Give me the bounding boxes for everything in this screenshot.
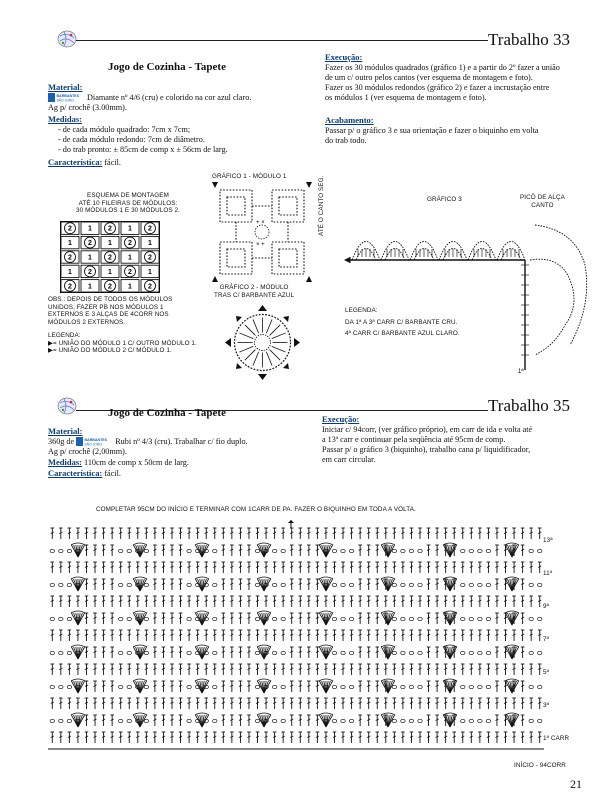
chart-top-note: COMPLETAR 95CM DO INÍCIO E TERMINAR COM 1CARR DE PA. FAZER O BIQUINHO EM TODA A VOLTA.	[96, 506, 416, 513]
scheme-number: 2	[128, 268, 132, 276]
scheme-number: 2	[68, 283, 72, 291]
scheme-number: 2	[108, 254, 112, 262]
material-label: Material:	[48, 82, 83, 92]
legenda-label: LEGENDA:	[48, 332, 81, 339]
ate-o-canto-label: ATÉ O CANTO SEG.	[318, 175, 325, 236]
yarn-ball-icon	[56, 397, 78, 415]
grafico1-square-module	[212, 182, 312, 282]
material-text: Rubi nº 4/3 (cru). Trabalhar c/ fio duplo.	[115, 437, 248, 446]
row-label: 5ª	[543, 669, 550, 676]
legenda-line: = UNIÃO DO MÓDULO 1 C/ OUTRO MÓDULO 1.	[52, 339, 197, 347]
esquema-title-1: ESQUEMA DE MONTAGEM	[87, 192, 169, 199]
assembly-scheme-grid	[60, 221, 160, 293]
scheme-cell	[141, 251, 159, 263]
scheme-cell	[81, 222, 99, 234]
esquema-title	[48, 192, 208, 215]
scheme-number: 1	[128, 225, 132, 233]
medidas-value: 110cm de comp x 50cm de larg.	[84, 458, 189, 468]
scheme-number: 2	[108, 225, 112, 233]
svg-text:SÃO JOÃO: SÃO JOÃO	[56, 98, 74, 103]
header-trabalho-33: Trabalho 33	[488, 30, 571, 49]
execucao-block-35	[322, 414, 597, 465]
inicio-label: INÍCIO - 94CORR	[514, 762, 566, 769]
material-block-33	[48, 82, 298, 168]
scheme-number: 1	[148, 240, 152, 248]
svg-text:BARBANTES: BARBANTES	[84, 438, 108, 443]
legenda3-line: 4ª CARR C/ BARBANTE AZUL CLARO.	[345, 330, 460, 337]
scheme-number: 2	[148, 283, 152, 291]
legenda3-block	[345, 307, 460, 338]
scheme-cell	[61, 222, 79, 234]
triangle-arrow-icon: ▶	[48, 339, 53, 347]
row-label: 1ª CARR	[543, 735, 570, 742]
material-text: Diamante nº 4/6 (cru) e colorido na cor azul claro.	[87, 93, 252, 102]
obs-line: UNIDOS, FAZER PB NOS MÓDULOS 1	[48, 303, 164, 311]
legenda-line: = UNIÃO DO MÓDULO 2 C/ MÓDULO 1.	[52, 347, 172, 354]
scheme-cell	[101, 265, 119, 277]
scheme-number: 1	[68, 240, 72, 248]
execucao-line: Iniciar c/ 94corr, (ver gráfico próprio), em carr de ida e volta até	[322, 425, 533, 434]
scheme-number: 1	[108, 240, 112, 248]
esquema-title-2: ATÉ 10 FILEIRAS DE MÓDULOS:	[78, 199, 178, 207]
scheme-cell	[121, 222, 139, 234]
execucao-label: Execução:	[325, 52, 363, 62]
page-number: 21	[570, 777, 582, 791]
row-label: 9ª	[543, 603, 550, 610]
execucao-line: a 13ª carr e continuar pela seqüência até 95cm de comp.	[322, 435, 506, 444]
scheme-cell	[61, 265, 79, 277]
grafico3-edging-chart	[330, 205, 600, 375]
row-label: 11ª	[543, 570, 553, 577]
row-label: 13ª	[543, 537, 553, 544]
scheme-number: 1	[68, 268, 72, 276]
row-label: 3ª	[543, 702, 550, 709]
scheme-number: 1	[128, 283, 132, 291]
stitch-chart-35	[48, 520, 544, 750]
project-title-35: Jogo de Cozinha - Tapete	[108, 407, 226, 419]
svg-text:BARBANTES: BARBANTES	[56, 94, 80, 99]
needle-text: Ag p/ crochê (2,00mm).	[48, 447, 127, 457]
caracteristica-label: Característica:	[48, 157, 103, 168]
scheme-cell	[121, 265, 139, 277]
scheme-cell	[101, 251, 119, 263]
acabamento-label: Acabamento:	[325, 115, 374, 125]
scheme-number: 2	[88, 240, 92, 248]
legenda3-label: LEGENDA:	[345, 307, 378, 314]
execucao-line: os módulos 1 (ver esquema de montagem e foto).	[325, 93, 487, 102]
pico-line1: PICÔ DE ALÇA	[520, 194, 565, 201]
scheme-number: 2	[128, 240, 132, 248]
svg-text:SÃO JOÃO: SÃO JOÃO	[84, 442, 103, 447]
pico-line2: CANTO	[531, 201, 554, 209]
scheme-cell	[141, 280, 159, 292]
scheme-number: 1	[88, 283, 92, 291]
scheme-cell	[141, 236, 159, 248]
medida-line: - do trab pronto: ± 85cm de comp x ± 56cm de larg.	[58, 145, 228, 155]
legenda3-line: DA 1ª A 3ª CARR C/ BARBANTE CRU.	[345, 318, 458, 326]
medida-line: - de cada módulo quadrado: 7cm x 7cm;	[58, 125, 191, 135]
medidas-label: Medidas:	[48, 457, 82, 468]
scheme-cell	[101, 280, 119, 292]
execucao-label: Execução:	[322, 414, 360, 424]
scheme-number: 2	[148, 225, 152, 233]
row-label: 7ª	[543, 636, 550, 643]
scheme-cell	[81, 265, 99, 277]
acabamento-line: Passar p/ o gráfico 3 e sua orientação e fazer o biquinho em volta	[325, 126, 539, 135]
grafico2-line1: GRÁFICO 2 - MÓDULO	[219, 284, 289, 291]
needle-text: Ag p/ crochê (3.00mm).	[48, 103, 127, 113]
scheme-cell	[141, 265, 159, 277]
material-label: Material:	[48, 426, 83, 436]
acabamento-line: do trab todo.	[325, 136, 367, 145]
scheme-number: 1	[88, 225, 92, 233]
grafico3-title: GRÁFICO 3	[427, 196, 462, 203]
scheme-cell	[141, 222, 159, 234]
caracteristica-label: Característica:	[48, 468, 103, 479]
execucao-line: em carr circular.	[322, 455, 376, 464]
scheme-number: 2	[148, 254, 152, 262]
scheme-cell	[61, 280, 79, 292]
grafico1-title: GRÁFICO 1 - MÓDULO 1	[212, 173, 287, 180]
scheme-number: 2	[68, 225, 72, 233]
svg-text:+ ×: + ×	[256, 220, 265, 226]
material-qty: 360g de	[48, 437, 75, 446]
header-rule-33	[76, 40, 488, 41]
scheme-number: 2	[108, 283, 112, 291]
execucao-line: Fazer os 30 módulos quadrados (gráfico 1) e a partir do 2º fazer a união	[325, 63, 560, 72]
obs-line: EXTERNOS E 3 ALÇAS DE 4CORR NOS	[48, 311, 169, 318]
scheme-cell	[101, 222, 119, 234]
scheme-number: 1	[148, 268, 152, 276]
header-trabalho-35: Trabalho 35	[488, 396, 571, 415]
brand-logo	[48, 93, 84, 103]
scheme-cell	[81, 280, 99, 292]
triangle-arrow-icon: ▶	[48, 347, 53, 354]
obs-line: OBS.: DEPOIS DE TODOS OS MÓDULOS	[48, 296, 173, 303]
material-block-35	[48, 426, 308, 479]
execucao-line: Fazer os 30 módulos redondos (gráfico 2) e fazer a incrustação entre	[325, 83, 550, 92]
execucao-line: de um c/ outro pelos cantos (ver esquema de montagem e foto).	[325, 73, 533, 82]
obs-line: MÓDULOS 2 EXTERNOS.	[48, 318, 126, 326]
scheme-cell	[121, 251, 139, 263]
scheme-number: 1	[88, 254, 92, 262]
medidas-label: Medidas:	[48, 114, 82, 125]
scheme-cell	[81, 236, 99, 248]
brand-logo	[76, 437, 112, 447]
scheme-number: 1	[108, 268, 112, 276]
execucao-line: Passar p/ o gráfico 3 (biquinho), trabalho cana p/ liquidificador,	[322, 445, 531, 454]
yarn-ball-icon	[56, 30, 78, 48]
scheme-cell	[101, 236, 119, 248]
scheme-number: 1	[128, 254, 132, 262]
scheme-cell	[121, 280, 139, 292]
grafico2-caption	[214, 284, 294, 299]
esquema-title-3: 30 MÓDULOS 1 E 30 MÓDULOS 2.	[76, 207, 180, 214]
caracteristica-value: fácil.	[104, 158, 121, 168]
medida-line: - de cada módulo redondo: 7cm de diâmetro.	[58, 135, 205, 145]
scheme-cell	[61, 236, 79, 248]
scheme-cell	[121, 236, 139, 248]
execucao-block-33	[325, 52, 595, 146]
obs-block	[48, 296, 218, 355]
scheme-number: 2	[88, 268, 92, 276]
svg-text:× +: × +	[256, 242, 265, 248]
scheme-number: 2	[68, 254, 72, 262]
scheme-cell	[81, 251, 99, 263]
caracteristica-value: fácil.	[104, 469, 121, 479]
grafico2-round-module	[225, 305, 300, 380]
svg-text:1ª: 1ª	[518, 369, 524, 375]
scheme-cell	[61, 251, 79, 263]
grafico2-line2: TRAS C/ BARBANTE AZUL	[214, 291, 295, 299]
project-title-33: Jogo de Cozinha - Tapete	[108, 61, 226, 73]
